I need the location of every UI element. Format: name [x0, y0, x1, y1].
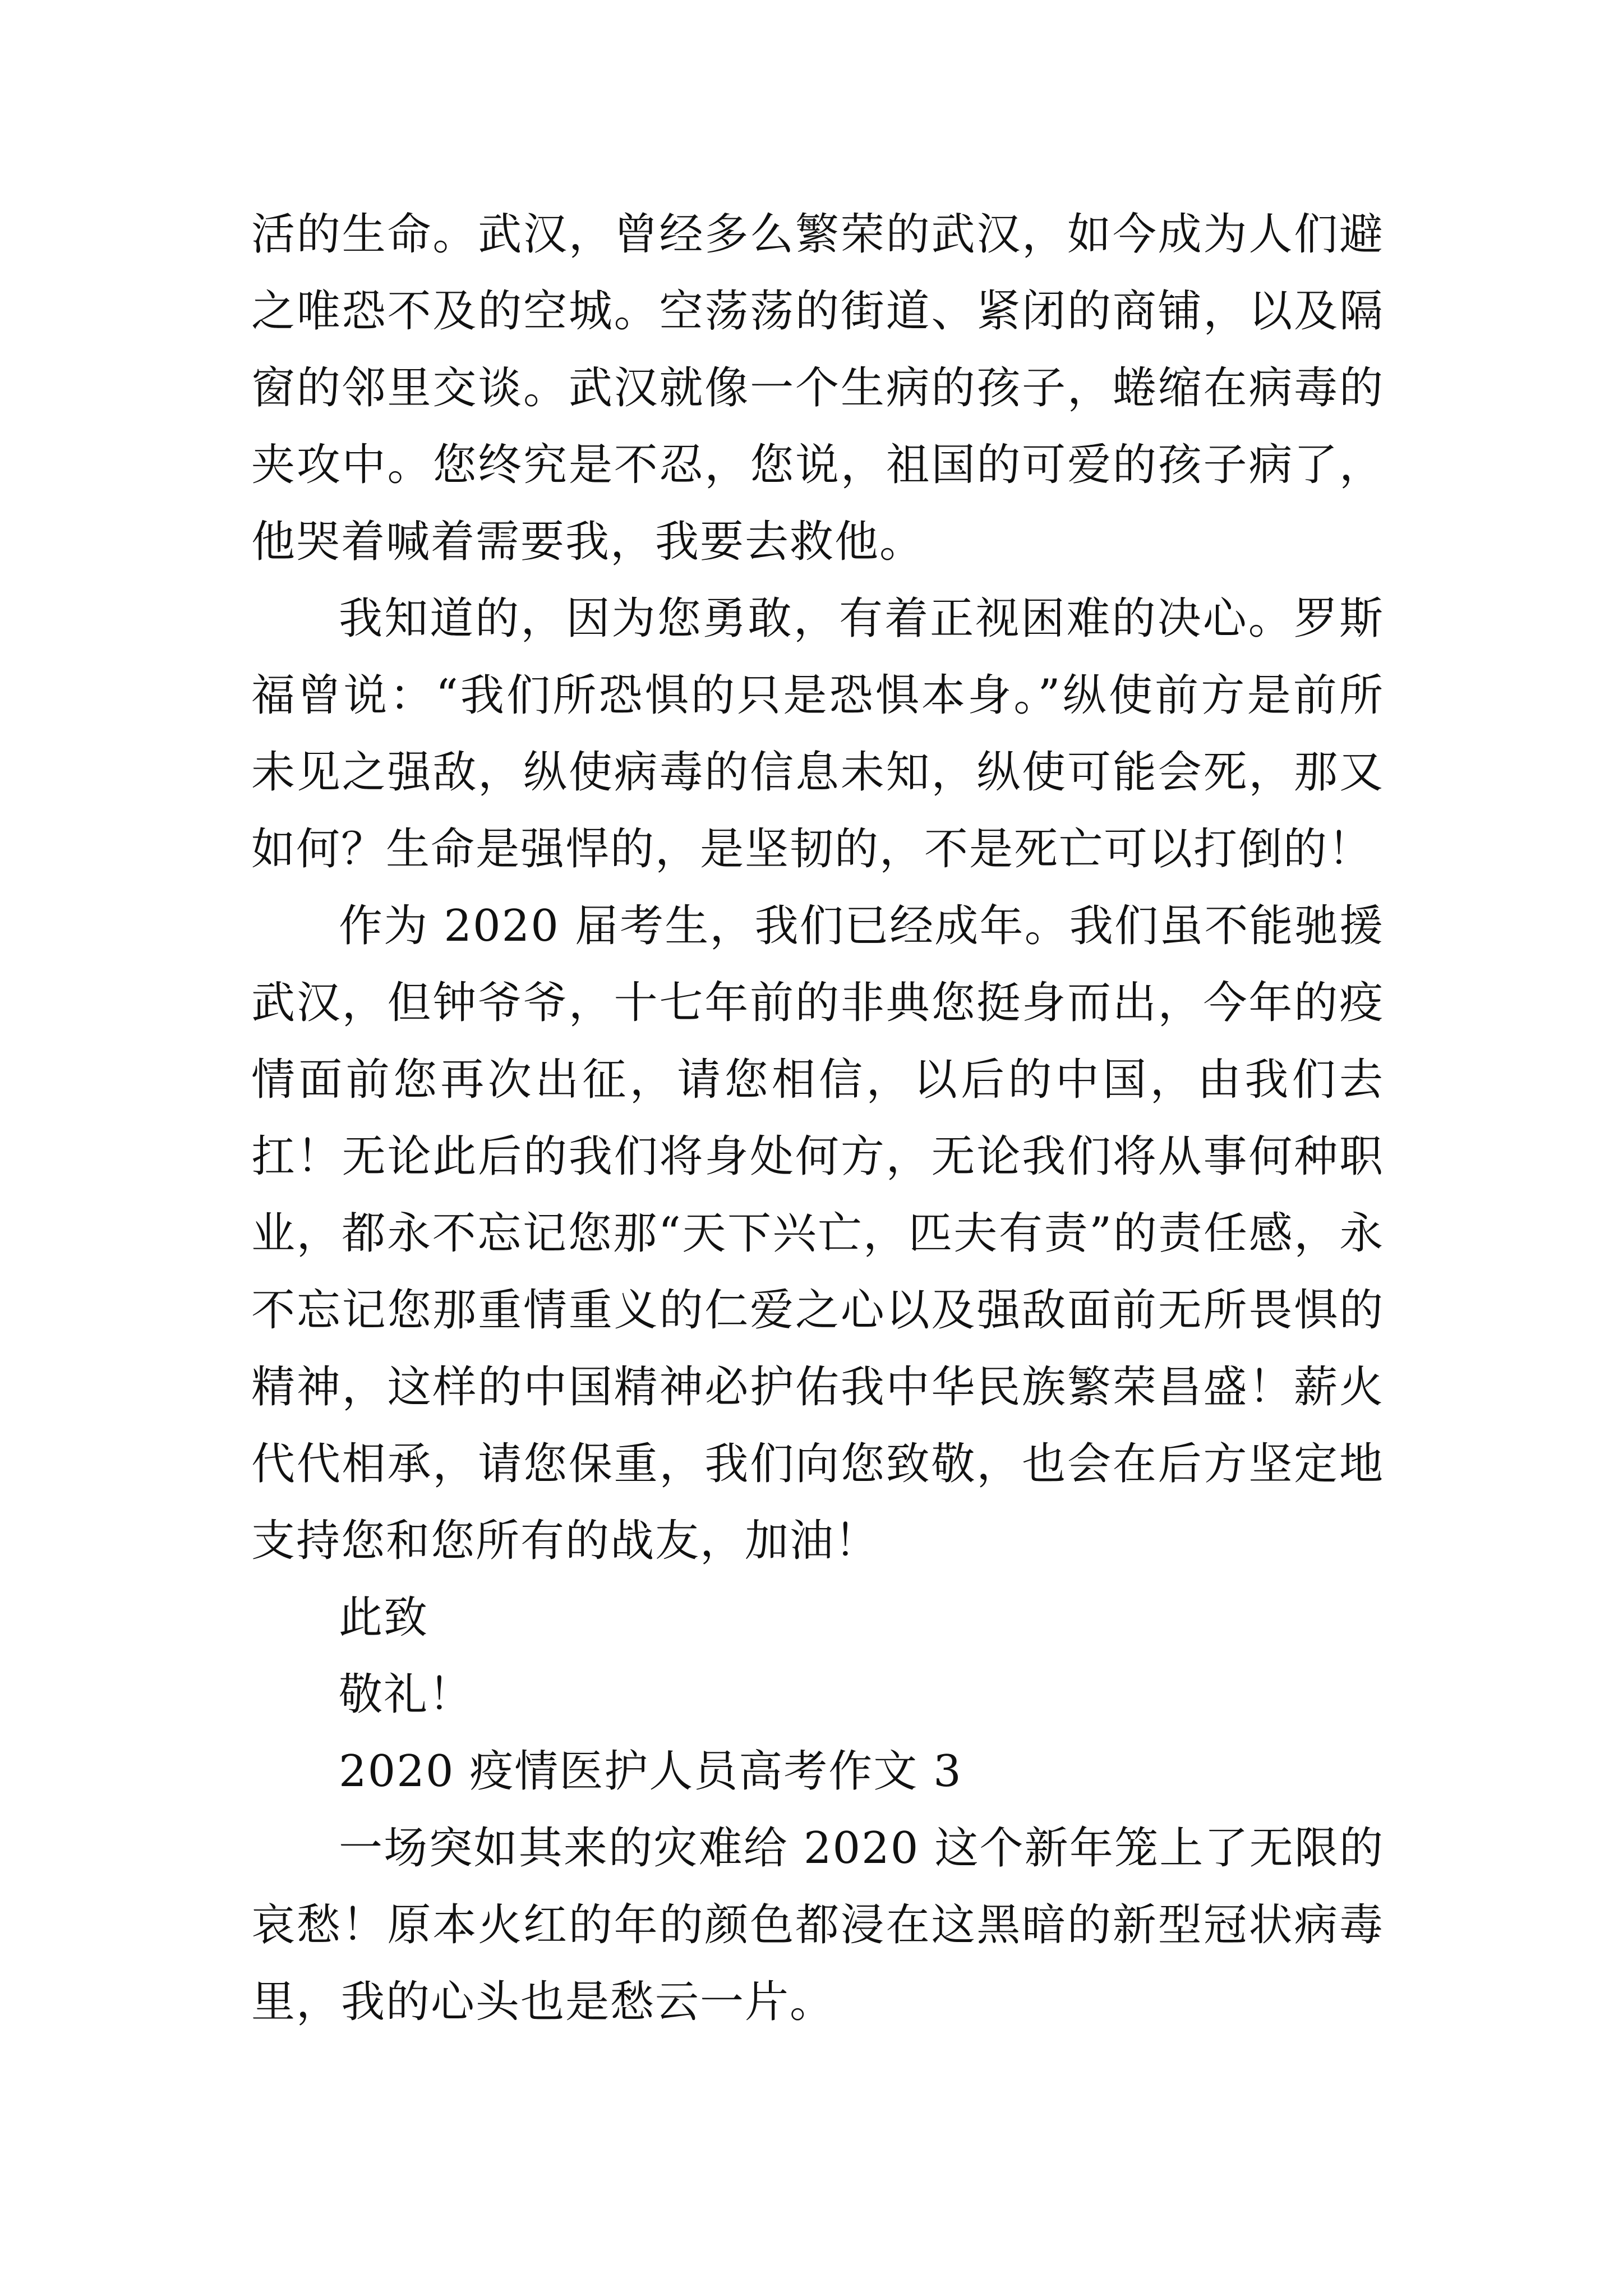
paragraph-courage: 我知道的，因为您勇敢，有着正视困难的决心。罗斯福曾说：“我们所恐惧的只是恐惧本身。”纵使前方是前所未见之强敌，纵使病毒的信息未知，纵使可能会死，那又如何？生命是强悍的，是坚韧的，不是死亡可以打倒的！	[251, 593, 1384, 875]
closing-regards: 敬礼！	[339, 1669, 474, 1720]
closing-salutation: 此致	[339, 1593, 429, 1643]
essay-title: 2020 疫情医护人员高考作文 3	[339, 1746, 962, 1797]
paragraph-continuation: 活的生命。武汉，曾经多么繁荣的武汉，如今成为人们避之唯恐不及的空城。空荡荡的街道、紧闭的商铺，以及隔窗的邻里交谈。武汉就像一个生病的孩子，蜷缩在病毒的夹攻中。您终究是不忍，您说，祖国的可爱的孩子病了，他哭着喊着需要我，我要去救他。	[251, 209, 1384, 567]
document-body	[251, 196, 1384, 2041]
paragraph-new-essay-opening: 一场突如其来的灾难给 2020 这个新年笼上了无限的哀愁！原本火红的年的颜色都浸在这黑暗的新型冠状病毒里，我的心头也是愁云一片。	[251, 1823, 1384, 2027]
paragraph-class-of-2020: 作为 2020 届考生，我们已经成年。我们虽不能驰援武汉，但钟爷爷，十七年前的非典您挺身而出，今年的疫情面前您再次出征，请您相信，以后的中国，由我们去扛！无论此后的我们将身处何方，无论我们将从事何种职业，都永不忘记您那“天下兴亡，匹夫有责”的责任感，永不忘记您那重情重义的仁爱之心以及强敌面前无所畏惧的精神，这样的中国精神必护佑我中华民族繁荣昌盛！薪火代代相承，请您保重，我们向您致敬，也会在后方坚定地支持您和您所有的战友，加油！	[251, 901, 1384, 1566]
